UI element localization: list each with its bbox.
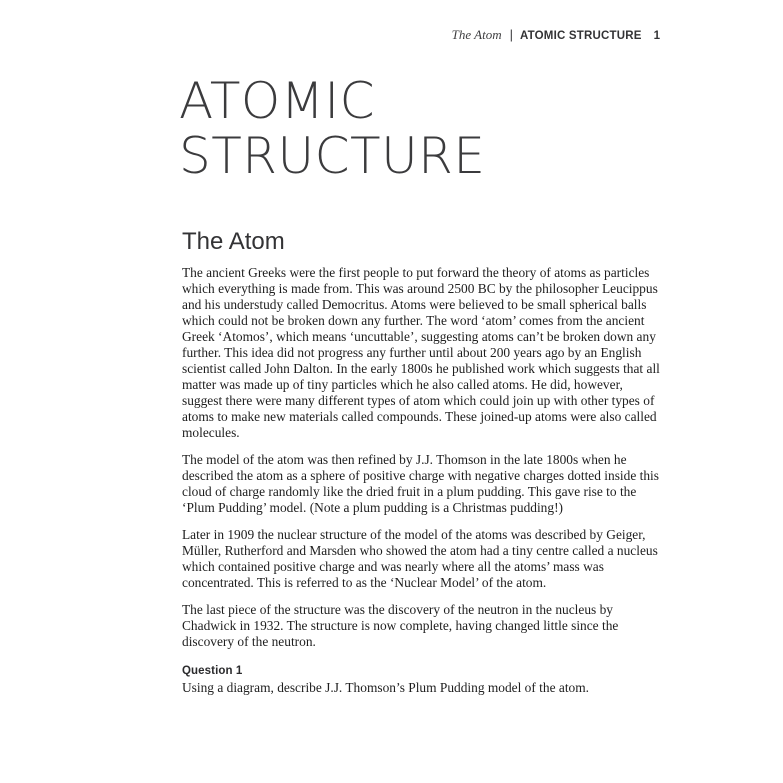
paragraph-2: The model of the atom was then refined by J.J. Thomson in the late 1800s when he described the atom as a sphere of positive charge with negative charges dotted inside this cloud of charge randomly like the dried fruit in a plum pudding. This gave rise to the ‘Plum Pudding’ model. (Note a plum pudding is a Christmas pudding!) — [182, 452, 659, 515]
paragraph-3: Later in 1909 the nuclear structure of the model of the atoms was described by Geiger, Müller, Rutherford and Marsden who showed the atom had a tiny centre called a nucleus which contained positive charge and was nearly where all the atoms’ mass was concentrated. This is referred to as the ‘Nuclear Model’ of the atom. — [182, 527, 658, 590]
chapter-title-line-2: STRUCTURE — [179, 127, 486, 185]
running-header — [452, 27, 660, 43]
body-copy — [182, 265, 660, 650]
section-heading: The Atom — [182, 228, 285, 255]
question-label: Question 1 — [182, 665, 243, 677]
running-header-book-title: The Atom — [451, 27, 502, 42]
page-content — [179, 72, 660, 696]
question-block — [182, 665, 660, 696]
running-header-divider: | — [509, 27, 513, 42]
chapter-title — [179, 74, 660, 184]
page-number: 1 — [653, 30, 660, 42]
running-header-chapter: ATOMIC STRUCTURE — [519, 30, 642, 42]
paragraph-4: The last piece of the structure was the discovery of the neutron in the nucleus by Chadwick in 1932. The structure is now complete, having changed little since the discovery of the neutron. — [182, 602, 619, 649]
question-text: Using a diagram, describe J.J. Thomson’s Plum Pudding model of the atom. — [182, 680, 590, 695]
paragraph-1: The ancient Greeks were the first people to put forward the theory of atoms as particles which everything is made from. This was around 2500 BC by the philosopher Leucippus and his understudy called Democritus. Atoms were believed to be small spherical balls which could not be broken down any further. The word ‘atom’ comes from the ancient Greek ‘Atomos’, which means ‘uncuttable’, suggesting atoms can’t be broken down any further. This idea did not progress any further until about 200 years ago by an English scientist called John Dalton. In the early 1800s he published work which suggests that all matter was made up of tiny particles which he also called atoms. He did, however, suggest there were many different types of atom which could join up with other types of atoms to make new materials called compounds. These joined-up atoms were also called molecules. — [182, 265, 660, 440]
chapter-title-line-1: ATOMIC — [179, 72, 376, 130]
